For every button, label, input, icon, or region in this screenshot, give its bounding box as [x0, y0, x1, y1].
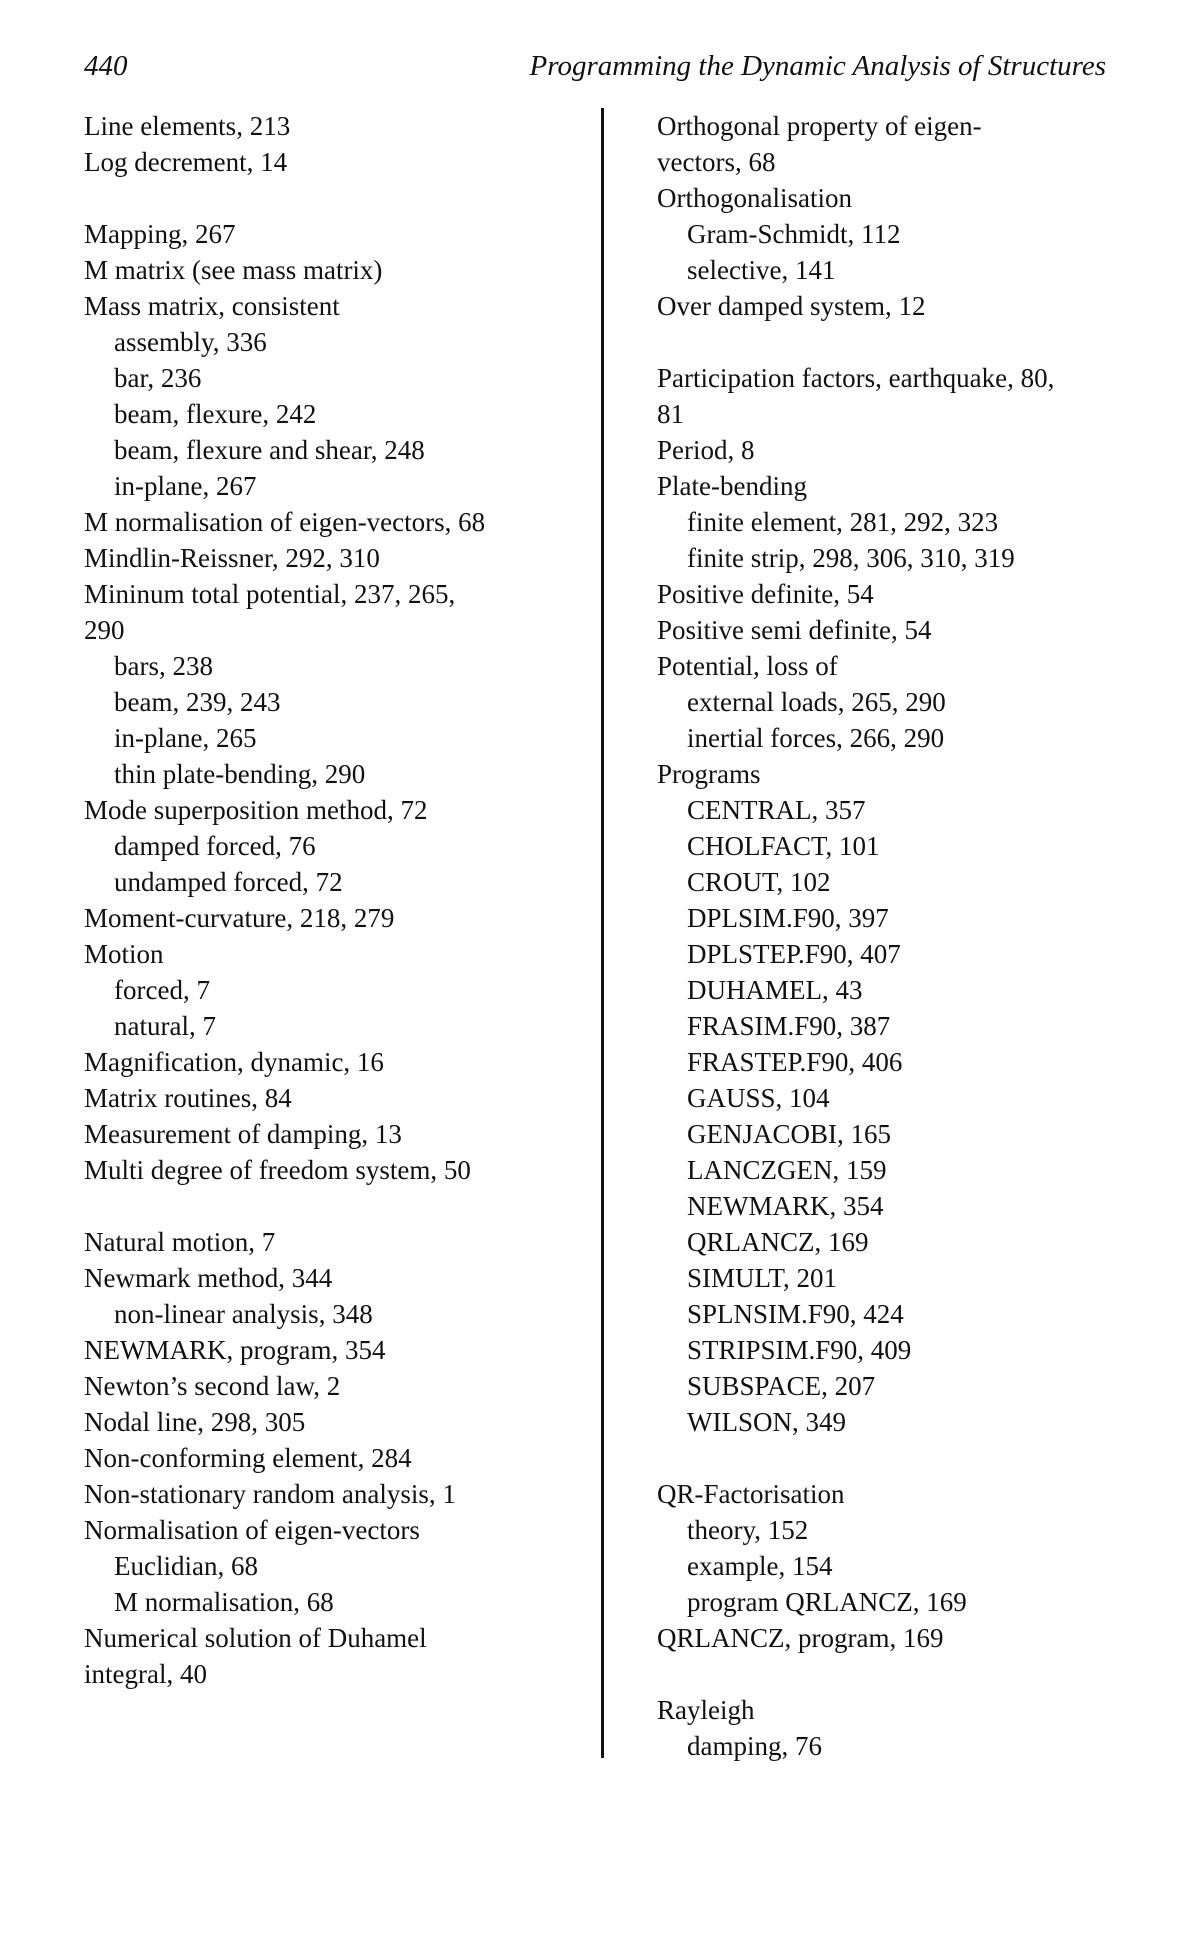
index-subentry: Euclidian, 68 — [114, 1551, 258, 1581]
index-entry: M matrix (see mass matrix) — [84, 255, 383, 285]
index-subentry: CROUT, 102 — [687, 867, 831, 897]
index-entry: Mindlin-Reissner, 292, 310 — [84, 543, 380, 573]
index-subentry: finite strip, 298, 306, 310, 319 — [687, 543, 1015, 573]
index-entry: Multi degree of freedom system, 50 — [84, 1155, 471, 1185]
index-subentry: DPLSTEP.F90, 407 — [687, 939, 901, 969]
index-subentry: finite element, 281, 292, 323 — [687, 507, 999, 537]
index-subentry: beam, 239, 243 — [114, 687, 281, 717]
index-entry: Natural motion, 7 — [84, 1227, 276, 1257]
index-subentry: beam, flexure, 242 — [114, 399, 317, 429]
index-subentry: undamped forced, 72 — [114, 867, 343, 897]
index-entry: Motion — [84, 939, 164, 969]
index-subentry: damped forced, 76 — [114, 831, 316, 861]
index-entry: Nodal line, 298, 305 — [84, 1407, 306, 1437]
index-subentry: beam, flexure and shear, 248 — [114, 435, 425, 465]
index-entry: Participation factors, earthquake, 80, — [657, 363, 1055, 393]
index-entry: Magnification, dynamic, 16 — [84, 1047, 384, 1077]
running-title: Programming the Dynamic Analysis of Structures — [529, 50, 1106, 82]
index-entry: Moment-curvature, 218, 279 — [84, 903, 395, 933]
index-entry: Numerical solution of Duhamel — [84, 1623, 427, 1653]
index-subentry: GAUSS, 104 — [687, 1083, 830, 1113]
index-subentry: FRASIM.F90, 387 — [687, 1011, 891, 1041]
index-entry: Period, 8 — [657, 435, 755, 465]
index-subentry: natural, 7 — [114, 1011, 216, 1041]
index-entry: vectors, 68 — [657, 147, 776, 177]
index-entry: Positive definite, 54 — [657, 579, 874, 609]
index-entry: QR-Factorisation — [657, 1479, 845, 1509]
index-entry: Mapping, 267 — [84, 219, 236, 249]
index-subentry: DPLSIM.F90, 397 — [687, 903, 889, 933]
index-column-left — [84, 108, 594, 1692]
index-subentry: NEWMARK, 354 — [687, 1191, 884, 1221]
index-subentry: GENJACOBI, 165 — [687, 1119, 892, 1149]
index-subentry: Gram-Schmidt, 112 — [687, 219, 901, 249]
index-subentry: M normalisation, 68 — [114, 1587, 334, 1617]
index-subentry: example, 154 — [687, 1551, 833, 1581]
index-subentry: assembly, 336 — [114, 327, 267, 357]
index-subentry: in-plane, 265 — [114, 723, 257, 753]
index-entry: 81 — [657, 399, 684, 429]
page-number: 440 — [84, 50, 128, 82]
index-subentry: DUHAMEL, 43 — [687, 975, 863, 1005]
index-subentry: QRLANCZ, 169 — [687, 1227, 869, 1257]
index-entry: Potential, loss of — [657, 651, 838, 681]
index-subentry: inertial forces, 266, 290 — [687, 723, 945, 753]
index-subentry: selective, 141 — [687, 255, 836, 285]
index-spacer — [657, 1656, 1127, 1692]
index-entry: QRLANCZ, program, 169 — [657, 1623, 944, 1653]
index-entry: Positive semi definite, 54 — [657, 615, 932, 645]
index-entry: Log decrement, 14 — [84, 147, 288, 177]
index-subentry: SPLNSIM.F90, 424 — [687, 1299, 904, 1329]
index-spacer — [657, 324, 1127, 360]
index-entry: Non-stationary random analysis, 1 — [84, 1479, 456, 1509]
index-entry: Mode superposition method, 72 — [84, 795, 428, 825]
index-entry: 290 — [84, 615, 125, 645]
index-entry: Newmark method, 344 — [84, 1263, 333, 1293]
index-subentry: in-plane, 267 — [114, 471, 257, 501]
index-spacer — [657, 1440, 1127, 1476]
index-entry: M normalisation of eigen-vectors, 68 — [84, 507, 486, 537]
index-entry: Mass matrix, consistent — [84, 291, 340, 321]
index-subentry: WILSON, 349 — [687, 1407, 846, 1437]
index-subentry: FRASTEP.F90, 406 — [687, 1047, 903, 1077]
index-entry: integral, 40 — [84, 1659, 207, 1689]
index-subentry: forced, 7 — [114, 975, 210, 1005]
index-subentry: CHOLFACT, 101 — [687, 831, 880, 861]
index-subentry: bar, 236 — [114, 363, 202, 393]
index-entry: Mininum total potential, 237, 265, — [84, 579, 456, 609]
index-entry: Matrix routines, 84 — [84, 1083, 292, 1113]
index-subentry: SIMULT, 201 — [687, 1263, 838, 1293]
index-subentry: non-linear analysis, 348 — [114, 1299, 373, 1329]
index-entry: Programs — [657, 759, 761, 789]
index-subentry: CENTRAL, 357 — [687, 795, 866, 825]
column-divider — [601, 108, 604, 1758]
page-header — [84, 50, 1106, 90]
index-entry: Measurement of damping, 13 — [84, 1119, 402, 1149]
index-spacer — [84, 180, 594, 216]
index-subentry: LANCZGEN, 159 — [687, 1155, 887, 1185]
index-column-right — [657, 108, 1127, 1764]
index-entry: Plate-bending — [657, 471, 807, 501]
index-subentry: external loads, 265, 290 — [687, 687, 946, 717]
index-subentry: theory, 152 — [687, 1515, 809, 1545]
index-subentry: SUBSPACE, 207 — [687, 1371, 876, 1401]
index-entry: Non-conforming element, 284 — [84, 1443, 412, 1473]
index-subentry: damping, 76 — [687, 1731, 822, 1761]
index-subentry: STRIPSIM.F90, 409 — [687, 1335, 912, 1365]
index-subentry: program QRLANCZ, 169 — [687, 1587, 967, 1617]
index-entry: Rayleigh — [657, 1695, 755, 1725]
index-entry: Line elements, 213 — [84, 111, 291, 141]
index-entry: Orthogonal property of eigen- — [657, 111, 982, 141]
index-entry: Newton’s second law, 2 — [84, 1371, 341, 1401]
index-entry: NEWMARK, program, 354 — [84, 1335, 386, 1365]
index-spacer — [84, 1188, 594, 1224]
index-entry: Orthogonalisation — [657, 183, 852, 213]
index-entry: Over damped system, 12 — [657, 291, 926, 321]
index-subentry: bars, 238 — [114, 651, 213, 681]
index-entry: Normalisation of eigen-vectors — [84, 1515, 420, 1545]
index-subentry: thin plate-bending, 290 — [114, 759, 366, 789]
